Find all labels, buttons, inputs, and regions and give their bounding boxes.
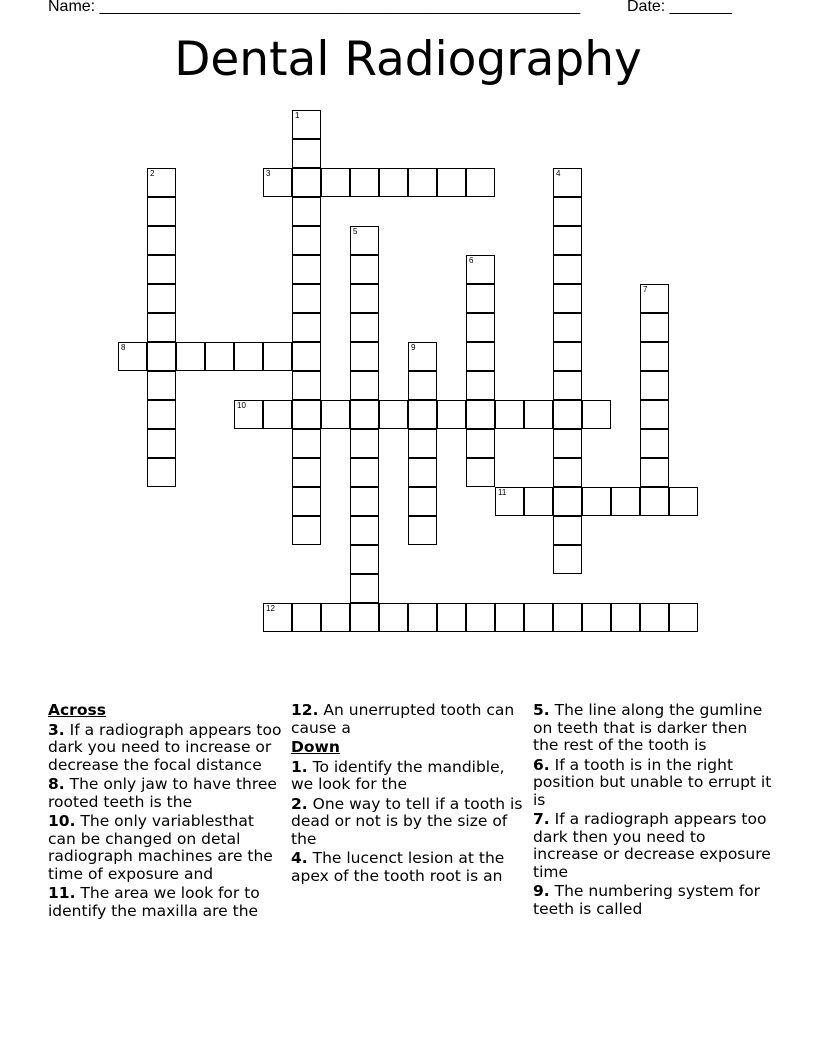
grid-cell[interactable] [553,255,582,284]
grid-cell[interactable] [437,603,466,632]
grid-cell[interactable] [292,197,321,226]
grid-cell[interactable] [147,255,176,284]
clue-down-5 [533,702,773,755]
grid-cell[interactable] [350,284,379,313]
grid-cell[interactable] [553,603,582,632]
clue-down-4 [291,850,527,885]
down-heading: Down [291,738,340,756]
grid-cell[interactable] [466,458,495,487]
grid-cell[interactable] [234,400,263,429]
clue-across-10 [48,813,284,883]
grid-cell[interactable] [553,545,582,574]
grid-cell[interactable] [408,429,437,458]
clue-number: 7. [533,810,550,828]
grid-cell[interactable] [263,342,292,371]
grid-cell[interactable] [640,458,669,487]
grid-cell[interactable] [408,458,437,487]
clue-number-label: 8 [121,343,126,352]
grid-cell[interactable] [553,342,582,371]
grid-cell[interactable] [205,342,234,371]
clue-down-7 [533,811,773,881]
grid-cell[interactable] [553,197,582,226]
grid-cell[interactable] [582,487,611,516]
date-field[interactable]: Date: _______ [627,0,732,15]
grid-cell[interactable] [292,371,321,400]
grid-cell[interactable] [466,342,495,371]
grid-cell[interactable] [350,168,379,197]
grid-cell[interactable] [466,313,495,342]
grid-cell[interactable] [147,284,176,313]
grid-cell[interactable] [292,342,321,371]
clue-down-6 [533,757,773,810]
grid-cell[interactable] [292,110,321,139]
clue-across-3 [48,722,284,775]
clue-text: The area we look for to identify the maxilla are the [48,884,260,920]
grid-cell[interactable] [466,284,495,313]
grid-cell[interactable] [350,255,379,284]
grid-cell[interactable] [524,400,553,429]
clue-number: 8. [48,775,65,793]
clue-across-12 [291,702,527,737]
grid-cell[interactable] [147,371,176,400]
grid-cell[interactable] [350,371,379,400]
grid-cell[interactable] [640,603,669,632]
grid-cell[interactable] [263,400,292,429]
grid-cell[interactable] [350,487,379,516]
clue-number: 4. [291,849,308,867]
grid-cell[interactable] [466,168,495,197]
clue-down-9 [533,883,773,918]
grid-cell[interactable] [321,400,350,429]
grid-cell[interactable] [147,458,176,487]
clue-number: 11. [48,884,76,902]
grid-cell[interactable] [176,342,205,371]
clue-number-label: 7 [643,285,648,294]
clue-number: 1. [291,757,308,776]
grid-cell[interactable] [640,400,669,429]
grid-cell[interactable] [466,400,495,429]
grid-cell[interactable] [350,516,379,545]
clue-text: If a tooth is in the right position but unable to errupt it is [533,755,772,809]
grid-cell[interactable] [408,371,437,400]
grid-cell[interactable] [292,603,321,632]
grid-cell[interactable] [495,400,524,429]
name-field[interactable]: Name: ______________________________________________________ [48,0,581,15]
clues-column-2 [291,702,527,887]
grid-cell[interactable] [379,400,408,429]
grid-cell[interactable] [147,197,176,226]
clue-text: If a radiograph appears too dark then you need to increase or decrease exposure time [533,810,771,881]
grid-cell[interactable] [582,400,611,429]
grid-cell[interactable] [524,603,553,632]
grid-cell[interactable] [611,603,640,632]
clue-text: The only jaw to have three rooted teeth is the [48,775,277,811]
grid-cell[interactable] [292,429,321,458]
grid-cell[interactable] [553,168,582,197]
grid-cell[interactable] [350,574,379,603]
clue-number-label: 2 [150,169,155,178]
clue-number-label: 10 [237,401,246,410]
grid-cell[interactable] [263,603,292,632]
grid-cell[interactable] [118,342,147,371]
clue-text: If a radiograph appears too dark you need to increase or decrease the focal distance [48,720,282,774]
grid-cell[interactable] [495,603,524,632]
grid-cell[interactable] [669,487,698,516]
grid-cell[interactable] [466,429,495,458]
grid-cell[interactable] [379,603,408,632]
grid-cell[interactable] [408,400,437,429]
grid-cell[interactable] [669,603,698,632]
grid-cell[interactable] [495,487,524,516]
grid-cell[interactable] [408,342,437,371]
grid-cell[interactable] [524,487,553,516]
clues-column-1 [48,702,284,922]
grid-cell[interactable] [640,342,669,371]
clue-text: One way to tell if a tooth is dead or not is by the size of the [291,794,523,848]
grid-cell[interactable] [611,487,640,516]
grid-cell[interactable] [466,371,495,400]
clue-down-2 [291,796,527,849]
clue-text: The lucenct lesion at the apex of the tooth root is an [291,849,505,885]
clue-number-label: 9 [411,343,416,352]
clue-down-1 [291,759,527,794]
grid-cell[interactable] [553,487,582,516]
grid-cell[interactable] [640,487,669,516]
grid-cell[interactable] [582,603,611,632]
grid-cell[interactable] [292,139,321,168]
grid-cell[interactable] [408,516,437,545]
clue-number-label: 5 [353,227,358,236]
grid-cell[interactable] [553,284,582,313]
clue-number-label: 3 [266,169,271,178]
grid-cell[interactable] [350,603,379,632]
grid-cell[interactable] [408,603,437,632]
clue-across-8 [48,776,284,811]
clue-across-11 [48,885,284,920]
grid-cell[interactable] [640,313,669,342]
clue-number: 12. [291,701,319,719]
grid-cell[interactable] [292,313,321,342]
grid-cell[interactable] [147,313,176,342]
clues-column-3 [533,702,773,920]
clue-number: 3. [48,720,65,739]
clue-number: 5. [533,701,550,719]
grid-cell[interactable] [147,168,176,197]
grid-cell[interactable] [553,313,582,342]
clue-number: 9. [533,882,550,900]
grid-cell[interactable] [553,516,582,545]
grid-cell[interactable] [350,545,379,574]
grid-cell[interactable] [350,400,379,429]
grid-cell[interactable] [234,342,263,371]
grid-cell[interactable] [147,342,176,371]
grid-cell[interactable] [350,458,379,487]
clue-number: 2. [291,794,308,813]
grid-cell[interactable] [350,226,379,255]
grid-cell[interactable] [350,313,379,342]
clue-text: An unerrupted tooth can cause a [291,701,515,737]
clue-text: The line along the gumline on teeth that is darker then the rest of the tooth is [533,701,763,754]
grid-cell[interactable] [292,255,321,284]
grid-cell[interactable] [321,168,350,197]
grid-cell[interactable] [437,400,466,429]
across-heading: Across [48,701,106,719]
grid-cell[interactable] [321,603,350,632]
grid-cell[interactable] [466,255,495,284]
grid-cell[interactable] [553,226,582,255]
clue-number: 6. [533,755,550,774]
grid-cell[interactable] [292,458,321,487]
grid-cell[interactable] [640,429,669,458]
grid-cell[interactable] [640,371,669,400]
grid-cell[interactable] [147,226,176,255]
grid-cell[interactable] [292,516,321,545]
grid-cell[interactable] [640,284,669,313]
grid-cell[interactable] [263,168,292,197]
grid-cell[interactable] [292,284,321,313]
grid-cell[interactable] [408,487,437,516]
grid-cell[interactable] [466,603,495,632]
grid-cell[interactable] [553,400,582,429]
grid-cell[interactable] [147,429,176,458]
puzzle-title: Dental Radiography [174,32,642,87]
clue-number-label: 12 [266,604,275,613]
grid-cell[interactable] [553,429,582,458]
clue-text: The only variablesthat can be changed on detal radiograph machines are the time of exposure and [48,812,273,883]
grid-cell[interactable] [292,400,321,429]
grid-cell[interactable] [379,168,408,197]
clue-number-label: 6 [469,256,474,265]
clue-number-label: 4 [556,169,561,178]
grid-cell[interactable] [553,458,582,487]
clue-text: To identify the mandible, we look for the [291,757,505,793]
grid-cell[interactable] [147,400,176,429]
grid-cell[interactable] [553,371,582,400]
clue-text: The numbering system for teeth is called [533,882,761,918]
clue-number-label: 1 [295,111,300,120]
grid-cell[interactable] [408,168,437,197]
grid-cell[interactable] [350,342,379,371]
grid-cell[interactable] [350,429,379,458]
clue-number: 10. [48,812,76,830]
grid-cell[interactable] [292,226,321,255]
grid-cell[interactable] [292,487,321,516]
grid-cell[interactable] [292,168,321,197]
grid-cell[interactable] [437,168,466,197]
clue-number-label: 11 [498,488,507,497]
